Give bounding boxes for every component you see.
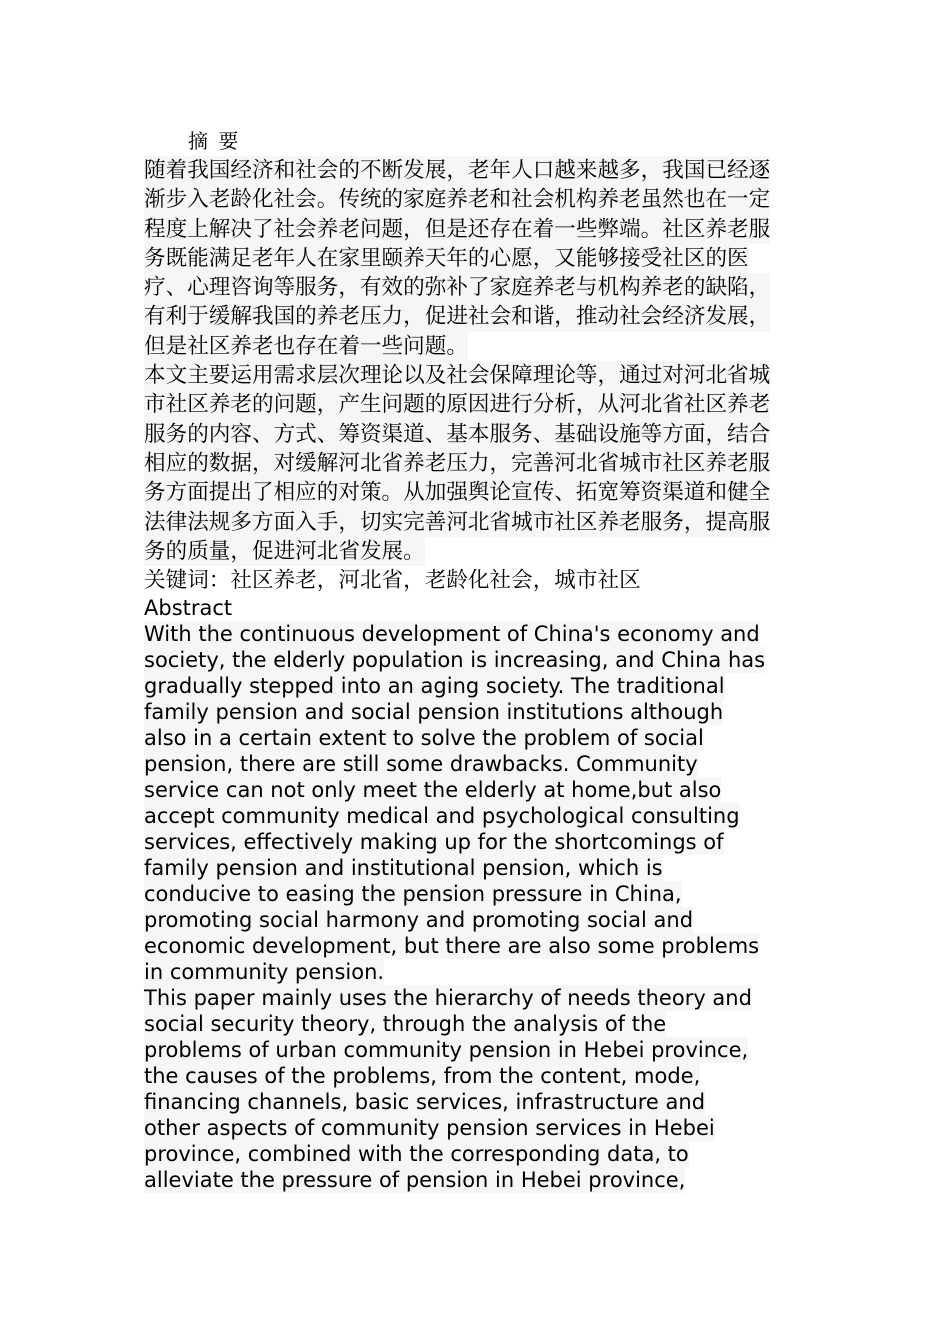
abstract-en-heading: Abstract [144,596,233,621]
text-line: With the continuous development of China's economy and [144,622,760,647]
text-line: the causes of the problems, from the content, mode, [144,1064,701,1089]
abstract-en [144,595,824,1193]
keywords-line: 关键词：社区养老，河北省，老龄化社会，城市社区 [144,568,641,594]
text-line: accept community medical and psychological consulting [144,804,740,829]
text-line: promoting social harmony and promoting social and [144,908,694,933]
text-line: 但是社区养老也存在着一些问题。 [144,332,468,361]
text-line: alleviate the pressure of pension in Hebei province, [144,1168,686,1193]
text-line: financing channels, basic services, infrastructure and [144,1090,706,1115]
text-line: economic development, but there are also some problems [144,934,760,959]
text-line: 疗、心理咨询等服务，有效的弥补了家庭养老与机构养老的缺陷， [144,273,770,302]
text-line: family pension and institutional pension, which is [144,856,663,881]
text-line: conducive to easing the pension pressure in China, [144,882,682,907]
text-line: 相应的数据，对缓解河北省养老压力，完善河北省城市社区养老服 [144,449,770,478]
text-line: 法律法规多方面入手，切实完善河北省城市社区养老服务，提高服 [144,508,770,537]
text-line: problems of urban community pension in Hebei province, [144,1038,749,1063]
text-line: 随着我国经济和社会的不断发展，老年人口越来越多，我国已经逐 [144,156,770,185]
text-line: gradually stepped into an aging society. The traditional [144,674,725,699]
abstract-cn-paragraph-2 [144,361,824,566]
abstract-body [144,156,824,1193]
text-line: services, effectively making up for the shortcomings of [144,830,724,855]
text-line: 有利于缓解我国的养老压力，促进社会和谐，推动社会经济发展， [144,302,770,331]
abstract-en-paragraph-1 [144,621,824,985]
text-line: pension, there are still some drawbacks. Community [144,752,698,777]
text-line: 务的质量，促进河北省发展。 [144,537,425,566]
text-line: other aspects of community pension services in Hebei [144,1116,715,1141]
text-line: This paper mainly uses the hierarchy of needs theory and [144,986,752,1011]
text-line: province, combined with the corresponding data, to [144,1142,689,1167]
text-line: society, the elderly population is increasing, and China has [144,648,766,673]
text-line: 本文主要运用需求层次理论以及社会保障理论等，通过对河北省城 [144,361,770,390]
abstract-cn-paragraph-1 [144,156,824,361]
text-line: 渐步入老龄化社会。传统的家庭养老和社会机构养老虽然也在一定 [144,185,770,214]
text-line: 务方面提出了相应的对策。从加强舆论宣传、拓宽筹资渠道和健全 [144,478,770,507]
text-line: 服务的内容、方式、筹资渠道、基本服务、基础设施等方面，结合 [144,420,770,449]
text-line: 市社区养老的问题，产生问题的原因进行分析，从河北省社区养老 [144,390,770,419]
text-line: family pension and social pension institutions although [144,700,724,725]
abstract-en-paragraph-2 [144,985,824,1193]
text-line: social security theory, through the analysis of the [144,1012,667,1037]
text-line: in community pension. [144,960,385,985]
text-line: service can not only meet the elderly at home,but also [144,778,722,803]
abstract-cn-heading: 摘 要 [188,129,241,153]
text-line: 程度上解决了社会养老问题，但是还存在着一些弊端。社区养老服 [144,215,770,244]
text-line: 务既能满足老年人在家里颐养天年的心愿，又能够接受社区的医 [144,244,749,273]
text-line: also in a certain extent to solve the problem of social [144,726,704,751]
